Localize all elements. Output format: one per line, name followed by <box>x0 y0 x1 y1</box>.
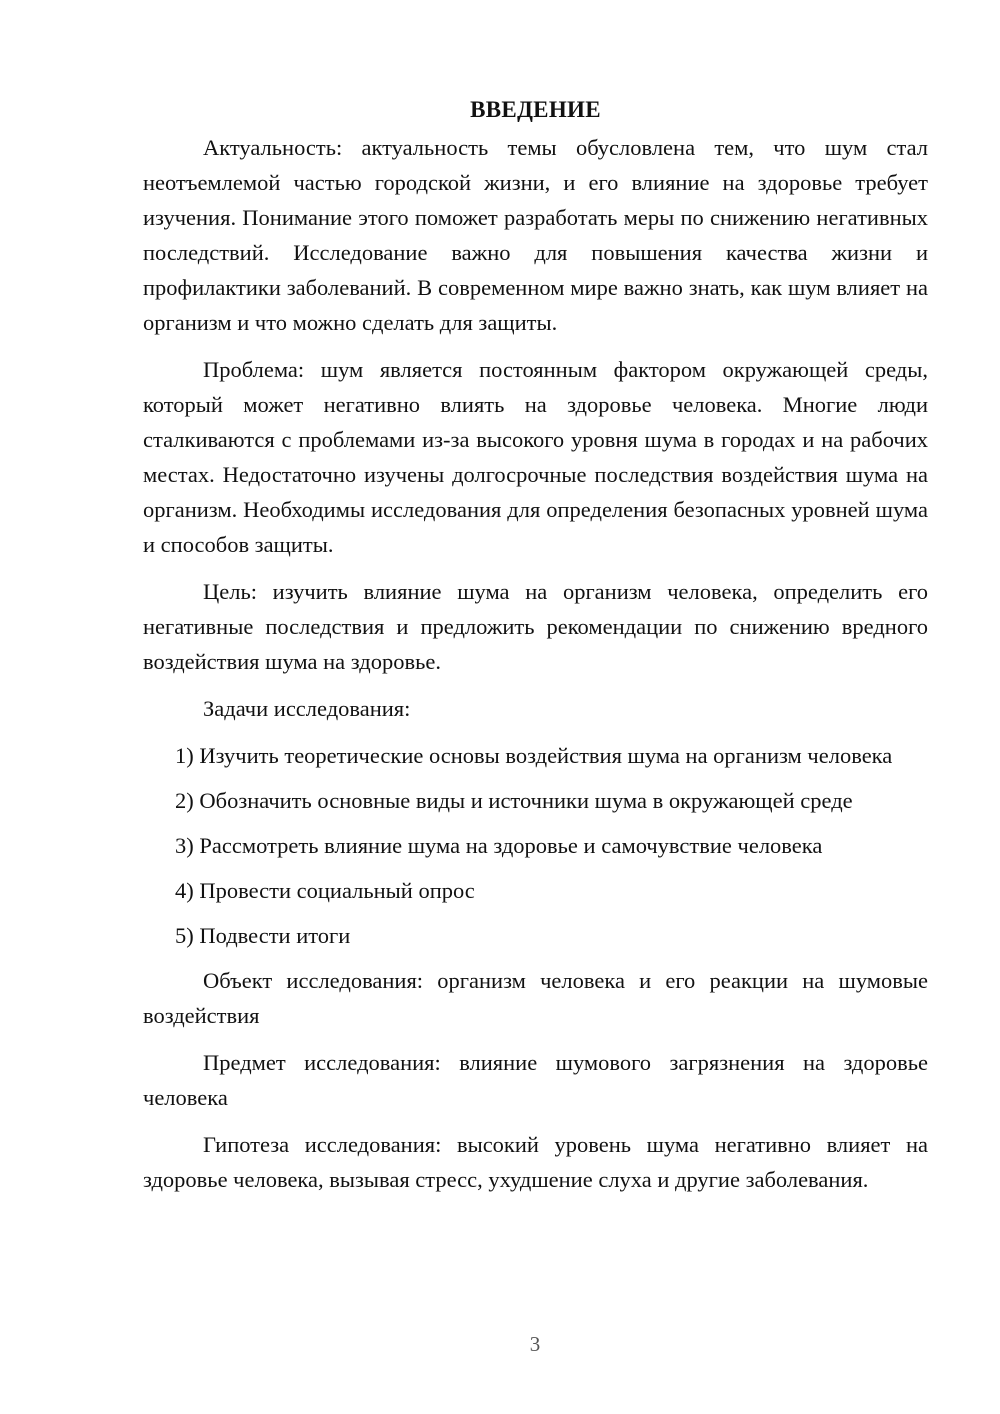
hypothesis-paragraph: Гипотеза исследования: высокий уровень шума негативно влияет на здоровье человека, вызывая стресс, ухудшение слуха и другие заболевания. <box>143 1132 928 1192</box>
object-paragraph: Объект исследования: организм человека и его реакции на шумовые воздействия <box>143 968 928 1028</box>
tasks-heading: Задачи исследования: <box>203 696 411 721</box>
page-number: 3 <box>529 1332 541 1356</box>
task-item-2: 2) Обозначить основные виды и источники шума в окружающей среде <box>175 788 853 813</box>
task-item-1: 1) Изучить теоретические основы воздействия шума на организм человека <box>175 743 893 768</box>
task-item-3: 3) Рассмотреть влияние шума на здоровье и самочувствие человека <box>175 833 823 858</box>
task-item-5: 5) Подвести итоги <box>175 923 351 948</box>
page-content <box>143 92 928 1209</box>
goal-paragraph: Цель: изучить влияние шума на организм человека, определить его негативные последствия и предложить рекомендации по снижению вредного воздействия шума на здоровье. <box>143 579 928 674</box>
relevance-paragraph: Актуальность: актуальность темы обусловлена тем, что шум стал неотъемлемой частью городской жизни, и его влияние на здоровье требует изучения. Понимание этого поможет разработать меры по снижению негативных последствий. Исследование важно для повышения качества жизни и профилактики заболеваний. В современном мире важно знать, как шум влияет на организм и что можно сделать для защиты. <box>143 135 928 335</box>
page-title: ВВЕДЕНИЕ <box>470 97 601 122</box>
problem-paragraph: Проблема: шум является постоянным фактором окружающей среды, который может негативно влиять на здоровье человека. Многие люди сталкиваются с проблемами из-за высокого уровня шума в городах и на рабочих местах. Недостаточно изучены долгосрочные последствия воздействия шума на организм. Необходимы исследования для определения безопасных уровней шума и способов защиты. <box>143 357 928 557</box>
subject-paragraph: Предмет исследования: влияние шумового загрязнения на здоровье человека <box>143 1050 928 1110</box>
task-item-4: 4) Провести социальный опрос <box>175 878 475 903</box>
